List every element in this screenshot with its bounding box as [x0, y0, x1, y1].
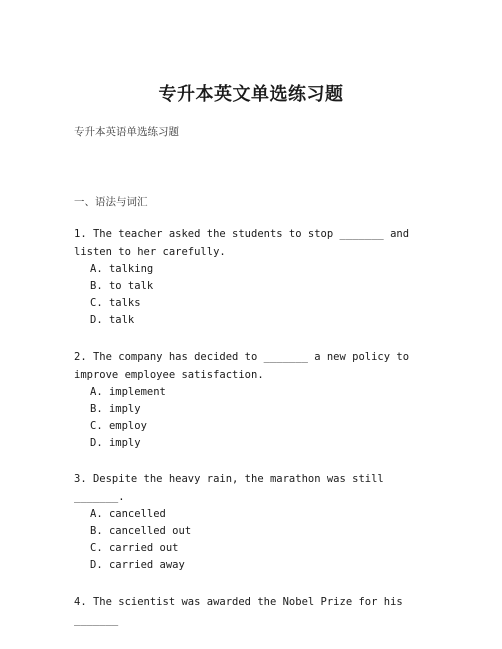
option-list [74, 506, 434, 574]
question-text: 1. The teacher asked the students to stop _______ and listen to her carefully. [74, 228, 410, 258]
option-a: A. talking [90, 263, 154, 275]
question-item [74, 593, 434, 629]
section-heading: 一、语法与词汇 [74, 196, 148, 208]
option-d: D. talk [90, 314, 135, 326]
document-title: 专升本英文单选练习题 [158, 84, 344, 105]
question-text: 2. The company has decided to _______ a new policy to improve employee satisfaction. [74, 351, 410, 381]
option-c: C. talks [90, 297, 141, 309]
option-b: B. imply [90, 403, 141, 415]
question-text: 4. The scientist was awarded the Nobel Prize for his _______ [74, 596, 403, 626]
option-b: B. to talk [90, 280, 154, 292]
option-d: D. imply [90, 437, 141, 449]
option-d: D. carried away [90, 559, 185, 571]
option-a: A. cancelled [90, 508, 166, 520]
option-c: C. carried out [90, 542, 179, 554]
question-item [74, 348, 434, 452]
option-list [74, 384, 434, 452]
option-c: C. employ [90, 420, 147, 432]
question-list [74, 225, 434, 648]
question-text: 3. Despite the heavy rain, the marathon was still _______. [74, 473, 384, 503]
option-a: A. implement [90, 386, 166, 398]
question-item [74, 470, 434, 574]
option-b: B. cancelled out [90, 525, 192, 537]
option-list [74, 261, 434, 329]
document-subtitle: 专升本英语单选练习题 [74, 126, 179, 138]
question-item [74, 225, 434, 329]
